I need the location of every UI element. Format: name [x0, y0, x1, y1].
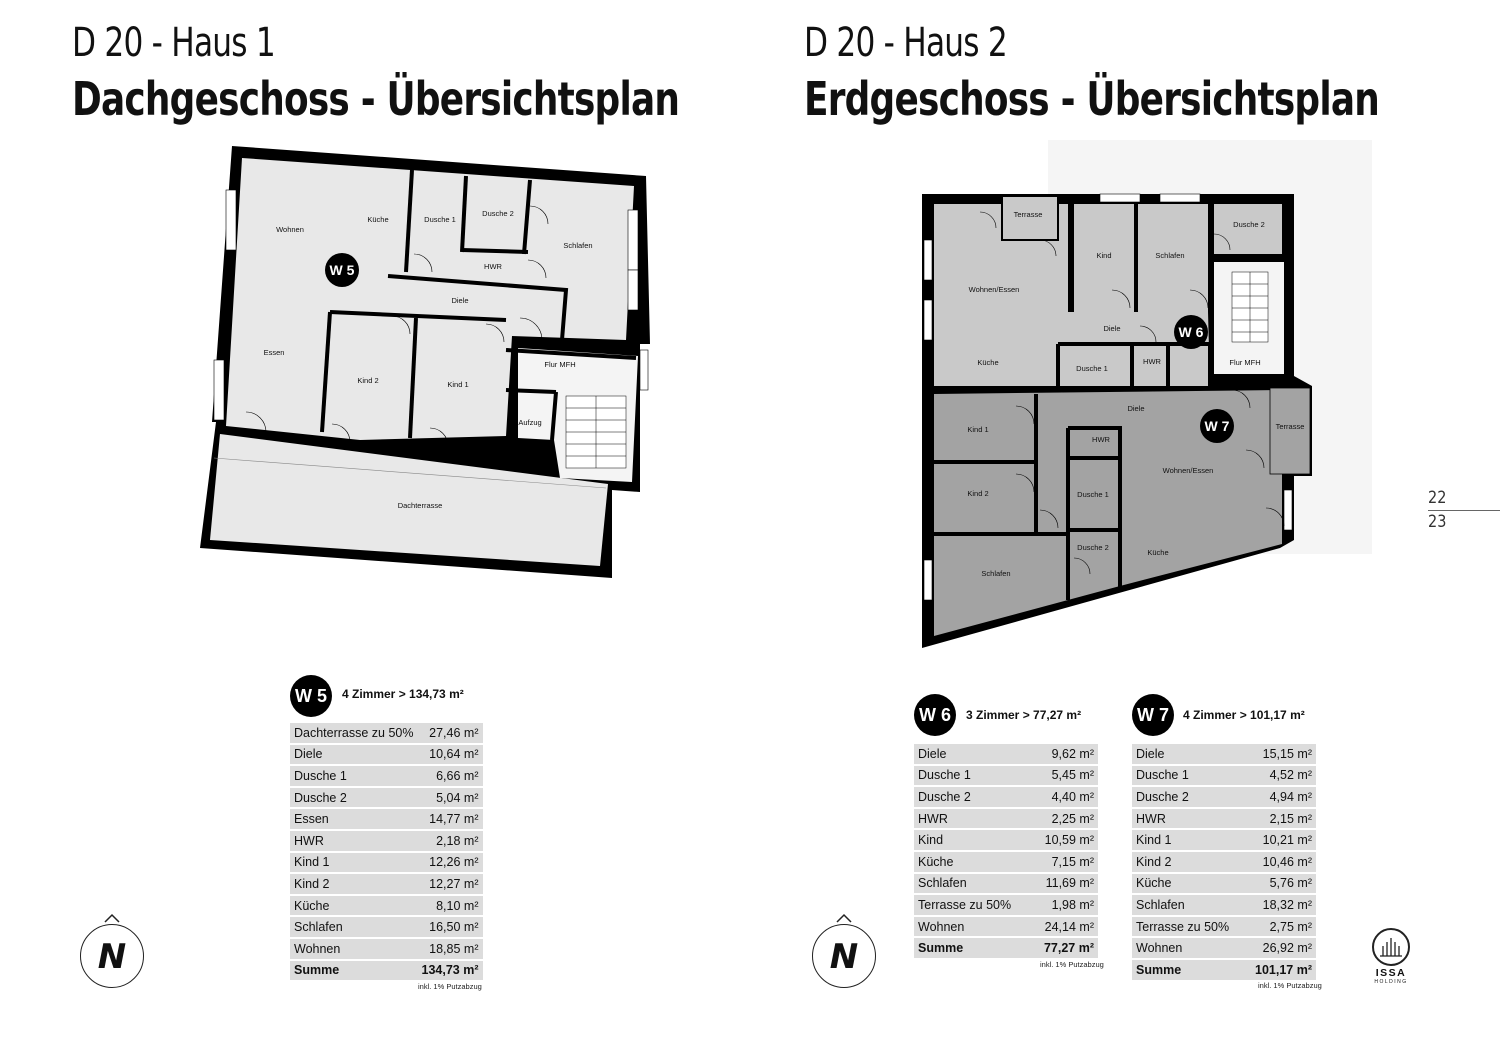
unit-summary-w5: 4 Zimmer > 134,73 m² [342, 687, 464, 701]
room-name: Dusche 1 [914, 766, 1031, 786]
area-row [1132, 852, 1316, 872]
room-label: Dusche 2 [1233, 220, 1265, 229]
north-arrow-icon [812, 924, 876, 988]
room-area: 18,32 m² [1244, 895, 1316, 915]
room-label: Schlafen [1155, 251, 1185, 260]
page-number-divider [1428, 510, 1500, 511]
room-name: Dusche 2 [914, 787, 1031, 807]
sum-value: 77,27 m² [1031, 938, 1098, 958]
room-area: 4,40 m² [1031, 787, 1098, 807]
area-sum-row [290, 961, 483, 981]
area-row [290, 745, 483, 765]
room-name: Dusche 2 [290, 788, 418, 808]
area-row [914, 895, 1098, 915]
room-name: Schlafen [1132, 895, 1244, 915]
sum-label: Summe [290, 961, 418, 981]
area-table-w5 [290, 721, 483, 982]
room-label: Küche [977, 358, 999, 367]
area-row [914, 917, 1098, 937]
area-row [914, 809, 1098, 829]
room-label: Kind 1 [967, 425, 989, 434]
room-area: 11,69 m² [1031, 874, 1098, 894]
room-area: 27,46 m² [418, 723, 483, 743]
plan-haus-1 [200, 146, 650, 578]
plan-unit-badge-w7: W 7 [1200, 409, 1234, 443]
room-name: Schlafen [290, 917, 418, 937]
area-row [1132, 874, 1316, 894]
area-row [290, 831, 483, 851]
room-area: 16,50 m² [418, 917, 483, 937]
room-label: Diele [1127, 404, 1145, 413]
room-label: Wohnen [276, 225, 304, 234]
room-label: Flur MFH [1229, 358, 1261, 367]
room-label: Kind 2 [357, 376, 379, 385]
footnote-w5: inkl. 1% Putzabzug [418, 982, 482, 991]
room-name: Kind 1 [1132, 830, 1244, 850]
room-label: Schlafen [981, 569, 1011, 578]
issa-holding-logo [1368, 928, 1414, 985]
room-name: Kind 2 [1132, 852, 1244, 872]
room-name: Wohnen [1132, 938, 1244, 958]
area-row [290, 917, 483, 937]
room-name: Terrasse zu 50% [914, 895, 1031, 915]
room-label: Diele [1103, 324, 1121, 333]
room-label: Terrasse [1013, 210, 1043, 219]
unit-summary-w6: 3 Zimmer > 77,27 m² [966, 708, 1082, 722]
page-number-left: 22 [1428, 488, 1447, 508]
room-area: 5,76 m² [1244, 874, 1316, 894]
room-area: 14,77 m² [418, 809, 483, 829]
room-area: 2,75 m² [1244, 917, 1316, 937]
area-row [290, 723, 483, 743]
room-label: Terrasse [1275, 422, 1305, 431]
room-area: 5,04 m² [418, 788, 483, 808]
plan-haus-2 [922, 140, 1372, 648]
room-name: HWR [914, 809, 1031, 829]
room-label: Kind [1096, 251, 1112, 260]
room-label: Dusche 1 [424, 215, 456, 224]
room-label: Dusche 1 [1077, 490, 1109, 499]
area-row [1132, 766, 1316, 786]
room-area: 2,25 m² [1031, 809, 1098, 829]
unit-badge-w7: W 7 [1132, 694, 1174, 736]
footnote-w7: inkl. 1% Putzabzug [1258, 981, 1322, 990]
room-area: 4,94 m² [1244, 787, 1316, 807]
room-area: 2,18 m² [418, 831, 483, 851]
room-label: Dusche 1 [1076, 364, 1108, 373]
room-label: HWR [484, 262, 502, 271]
room-label: Wohnen/Essen [1162, 466, 1214, 475]
area-row [290, 766, 483, 786]
room-area: 10,21 m² [1244, 830, 1316, 850]
room-area: 2,15 m² [1244, 809, 1316, 829]
left-building-title: D 20 - Haus 1 [72, 20, 275, 66]
room-label: Kind 1 [447, 380, 469, 389]
room-label: Dachterrasse [397, 501, 443, 510]
plan-unit-badge-w5: W 5 [325, 253, 359, 287]
room-area: 9,62 m² [1031, 744, 1098, 764]
room-name: HWR [1132, 809, 1244, 829]
room-area: 26,92 m² [1244, 938, 1316, 958]
room-label: Wohnen/Essen [968, 285, 1020, 294]
logo-name: ISSA [1375, 967, 1407, 979]
area-sum-row [1132, 960, 1316, 980]
room-area: 15,15 m² [1244, 744, 1316, 764]
area-row [1132, 830, 1316, 850]
area-row [290, 939, 483, 959]
room-name: Küche [1132, 874, 1244, 894]
area-row [914, 766, 1098, 786]
room-label: Dusche 2 [482, 209, 514, 218]
area-row [1132, 744, 1316, 764]
room-label: HWR [1092, 435, 1110, 444]
room-name: Diele [1132, 744, 1244, 764]
area-row [1132, 895, 1316, 915]
room-name: Dusche 2 [1132, 787, 1244, 807]
area-row [914, 830, 1098, 850]
room-area: 10,46 m² [1244, 852, 1316, 872]
room-label: Essen [263, 348, 285, 357]
room-name: Schlafen [914, 874, 1031, 894]
north-label: N [97, 937, 127, 977]
room-name: Wohnen [290, 939, 418, 959]
room-area: 1,98 m² [1031, 895, 1098, 915]
area-row [1132, 809, 1316, 829]
room-name: Kind 1 [290, 853, 418, 873]
sum-value: 101,17 m² [1244, 960, 1316, 980]
room-area: 4,52 m² [1244, 766, 1316, 786]
area-row [290, 874, 483, 894]
room-label: Kind 2 [967, 489, 989, 498]
room-area: 8,10 m² [418, 896, 483, 916]
room-label: Diele [451, 296, 469, 305]
room-name: Diele [914, 744, 1031, 764]
area-row [914, 744, 1098, 764]
area-row [290, 853, 483, 873]
footnote-w6: inkl. 1% Putzabzug [1040, 960, 1104, 969]
area-row [1132, 917, 1316, 937]
room-name: HWR [290, 831, 418, 851]
unit-summary-w7: 4 Zimmer > 101,17 m² [1183, 708, 1305, 722]
room-area: 24,14 m² [1031, 917, 1098, 937]
left-floor-title: Dachgeschoss - Übersichtsplan [72, 72, 680, 126]
right-building-title: D 20 - Haus 2 [804, 20, 1007, 66]
room-name: Wohnen [914, 917, 1031, 937]
sum-label: Summe [1132, 960, 1244, 980]
room-name: Terrasse zu 50% [1132, 917, 1244, 937]
logo-subtitle: HOLDING [1374, 979, 1408, 985]
room-area: 7,15 m² [1031, 852, 1098, 872]
room-area: 18,85 m² [418, 939, 483, 959]
north-arrow-icon [80, 924, 144, 988]
area-row [914, 787, 1098, 807]
room-area: 12,27 m² [418, 874, 483, 894]
room-label: Küche [1147, 548, 1169, 557]
room-label: Flur MFH [544, 360, 576, 369]
north-label: N [829, 937, 859, 977]
room-name: Kind 2 [290, 874, 418, 894]
room-area: 6,66 m² [418, 766, 483, 786]
room-name: Küche [914, 852, 1031, 872]
room-area: 5,45 m² [1031, 766, 1098, 786]
area-row [914, 852, 1098, 872]
room-area: 10,64 m² [418, 745, 483, 765]
room-label: HWR [1143, 357, 1161, 366]
unit-badge-w5: W 5 [290, 675, 332, 717]
area-table-w7 [1132, 742, 1316, 982]
area-sum-row [914, 938, 1098, 958]
room-name: Dachterrasse zu 50% [290, 723, 418, 743]
area-row [1132, 938, 1316, 958]
area-row [914, 874, 1098, 894]
room-name: Küche [290, 896, 418, 916]
area-table-w6 [914, 742, 1098, 960]
area-row [290, 809, 483, 829]
building-logo-icon [1372, 928, 1410, 966]
room-area: 10,59 m² [1031, 830, 1098, 850]
room-label: Aufzug [518, 418, 542, 427]
sum-value: 134,73 m² [418, 961, 483, 981]
room-label: Küche [367, 215, 389, 224]
unit-badge-w6: W 6 [914, 694, 956, 736]
right-floor-title: Erdgeschoss - Übersichtsplan [804, 72, 1380, 126]
area-row [1132, 787, 1316, 807]
room-name: Diele [290, 745, 418, 765]
area-row [290, 896, 483, 916]
page-number-right: 23 [1428, 512, 1447, 532]
room-label: Schlafen [563, 241, 593, 250]
plan-unit-badge-w6: W 6 [1174, 315, 1208, 349]
room-name: Essen [290, 809, 418, 829]
sum-label: Summe [914, 938, 1031, 958]
room-name: Dusche 1 [1132, 766, 1244, 786]
room-label: Dusche 2 [1077, 543, 1109, 552]
area-row [290, 788, 483, 808]
room-name: Dusche 1 [290, 766, 418, 786]
room-area: 12,26 m² [418, 853, 483, 873]
room-name: Kind [914, 830, 1031, 850]
